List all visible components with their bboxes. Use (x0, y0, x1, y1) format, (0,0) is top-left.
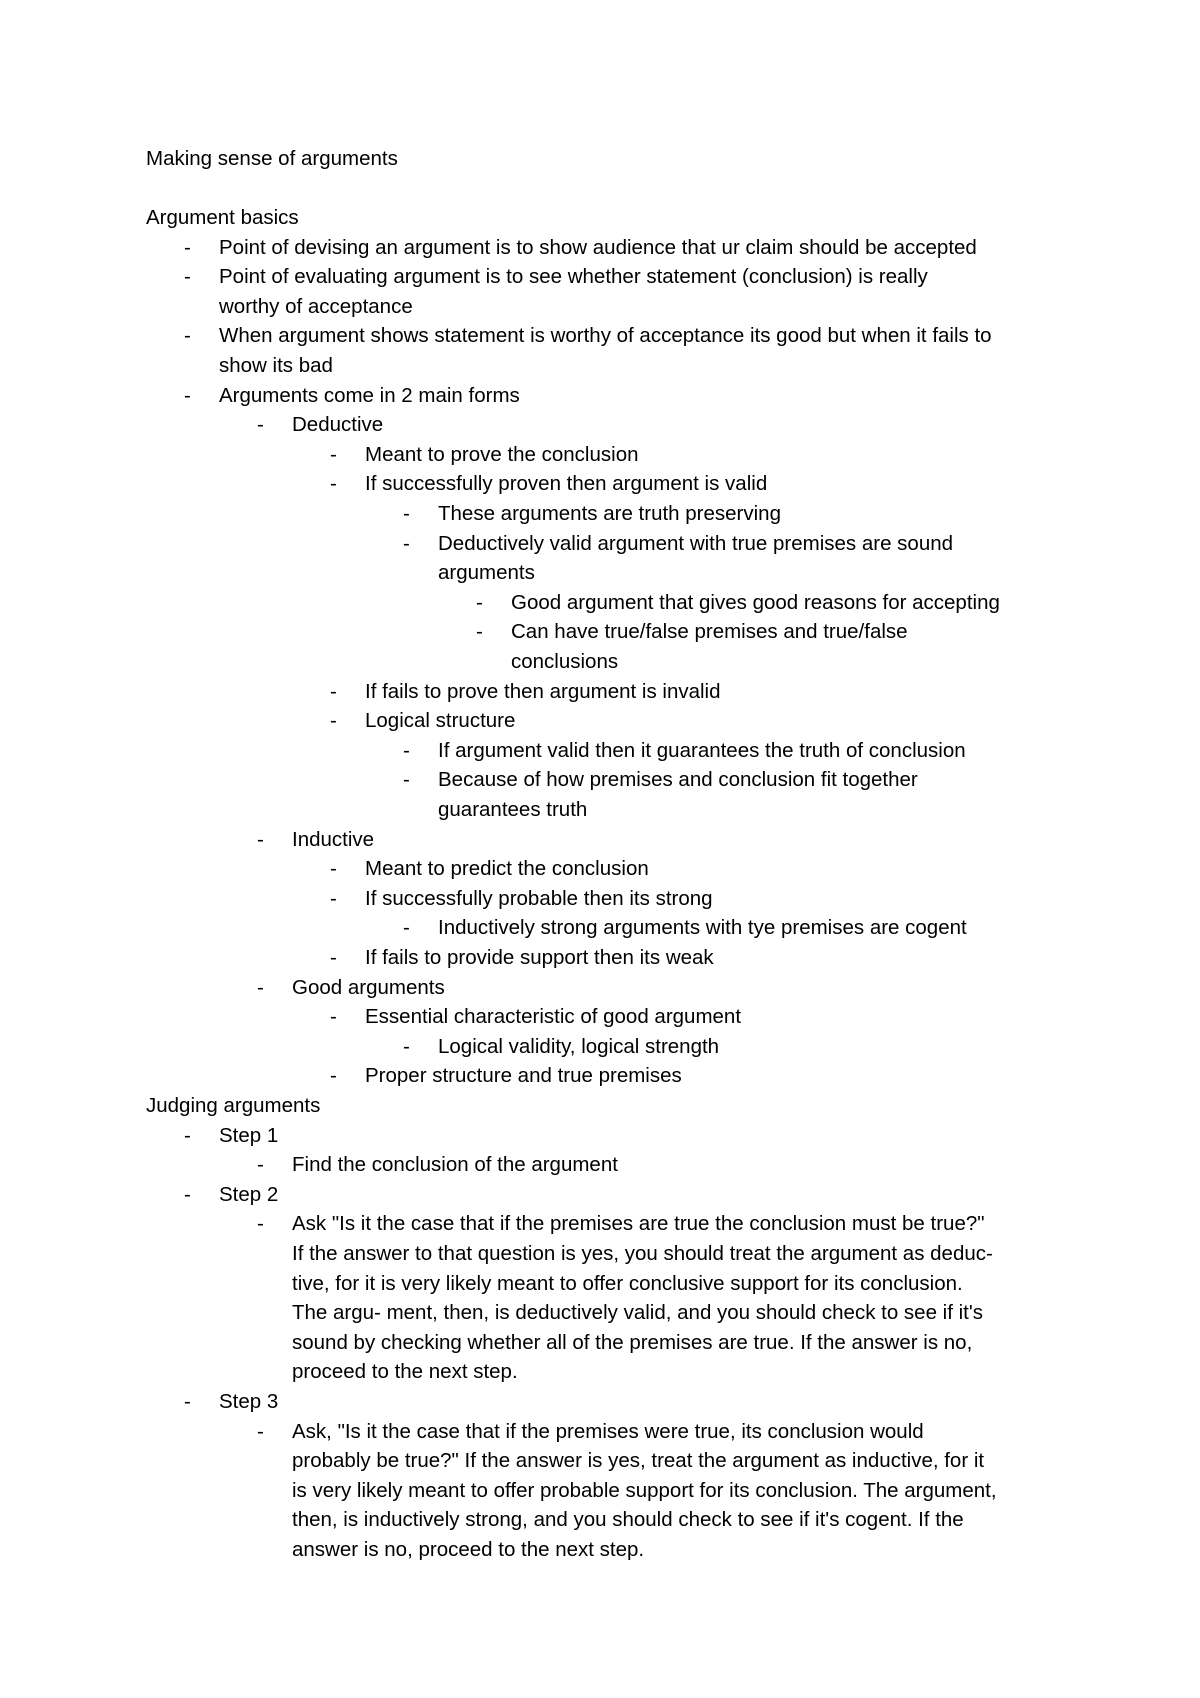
list-bullet: - (330, 679, 337, 703)
list-bullet: - (330, 886, 337, 910)
section-heading: Judging arguments (146, 1094, 321, 1117)
list-bullet: - (330, 857, 337, 881)
list-item-line: show its bad (219, 354, 333, 377)
list-bullet: - (330, 709, 337, 733)
list-item-line: Step 1 (219, 1123, 279, 1147)
list-item-line: Inductive (292, 827, 375, 851)
list-bullet: - (257, 1212, 264, 1236)
list-item-line: Good argument that gives good reasons for accepting (511, 590, 1000, 614)
section-heading: Argument basics (146, 206, 299, 229)
list-item-line: When argument shows statement is worthy of acceptance its good but when it fails to (219, 324, 992, 348)
list-item-line: Meant to predict the conclusion (365, 857, 649, 881)
list-bullet: - (184, 1390, 191, 1413)
list-item-line: is very likely meant to offer probable support for its conclusion. The argument, (292, 1478, 997, 1502)
list-bullet: - (476, 590, 483, 614)
list-bullet: - (330, 442, 337, 466)
list-item-line: Deductively valid argument with true premises are sound (438, 531, 954, 555)
list-bullet: - (257, 1153, 264, 1177)
list-item-line: Ask "Is it the case that if the premises are true the conclusion must be true?" (292, 1212, 985, 1236)
list-bullet: - (184, 383, 191, 407)
list-item-line: These arguments are truth preserving (438, 502, 781, 525)
list-bullet: - (184, 1123, 191, 1147)
list-item-line: Good arguments (292, 975, 445, 999)
list-bullet: - (403, 531, 410, 555)
page-title: Making sense of arguments (146, 147, 398, 170)
list-item-line: If successfully proven then argument is valid (365, 472, 768, 496)
list-item-line: tive, for it is very likely meant to offer conclusive support for its conclusion. (292, 1271, 963, 1295)
list-bullet: - (184, 265, 191, 289)
list-item-line: Deductive (292, 413, 384, 437)
list-item-line: Ask, "Is it the case that if the premises were true, its conclusion would (292, 1419, 924, 1443)
list-item-line: If the answer to that question is yes, you should treat the argument as deduc- (292, 1242, 993, 1265)
list-bullet: - (330, 1064, 337, 1088)
list-item-line: Meant to prove the conclusion (365, 442, 639, 466)
list-bullet: - (184, 235, 191, 259)
list-item-line: proceed to the next step. (292, 1360, 518, 1384)
list-item-line: Point of evaluating argument is to see whether statement (conclusion) is really (219, 265, 928, 289)
list-item-line: Find the conclusion of the argument (292, 1153, 618, 1177)
list-item-line: If argument valid then it guarantees the truth of conclusion (438, 738, 966, 762)
list-bullet: - (403, 502, 410, 525)
list-bullet: - (403, 916, 410, 940)
list-bullet: - (257, 975, 264, 999)
list-bullet: - (257, 1419, 264, 1443)
list-item-line: If successfully probable then its strong (365, 886, 713, 910)
list-bullet: - (330, 472, 337, 496)
list-item-line: Step 3 (219, 1390, 279, 1413)
list-item-line: Logical structure (365, 709, 516, 733)
list-item-line: conclusions (511, 650, 619, 673)
list-item-line: Step 2 (219, 1182, 279, 1206)
list-bullet: - (403, 768, 410, 792)
list-item-line: Point of devising an argument is to show audience that ur claim should be accepted (219, 235, 977, 259)
list-bullet: - (403, 1034, 410, 1058)
list-bullet: - (184, 324, 191, 348)
list-bullet: - (184, 1182, 191, 1206)
list-item-line: Proper structure and true premises (365, 1064, 682, 1088)
list-item-line: Essential characteristic of good argument (365, 1005, 742, 1029)
list-item-line: answer is no, proceed to the next step. (292, 1538, 645, 1561)
list-item-line: sound by checking whether all of the premises are true. If the answer is no, (292, 1330, 973, 1354)
list-bullet: - (403, 738, 410, 762)
list-item-line: Can have true/false premises and true/false (511, 620, 908, 644)
list-item-line: If fails to prove then argument is invalid (365, 679, 721, 703)
list-item-line: worthy of acceptance (219, 294, 413, 318)
list-item-line: Inductively strong arguments with tye premises are cogent (438, 916, 967, 940)
list-item-line: probably be true?" If the answer is yes, treat the argument as inductive, for it (292, 1449, 985, 1473)
list-item-line: Logical validity, logical strength (438, 1034, 720, 1058)
list-item-line: If fails to provide support then its weak (365, 946, 714, 969)
list-item-line: guarantees truth (438, 798, 588, 821)
list-bullet: - (257, 413, 264, 437)
list-bullet: - (330, 946, 337, 969)
list-item-line: Because of how premises and conclusion fit together (438, 768, 918, 792)
list-bullet: - (476, 620, 483, 644)
list-bullet: - (257, 827, 264, 851)
list-item-line: arguments (438, 561, 535, 585)
list-item-line: Arguments come in 2 main forms (219, 383, 520, 407)
list-bullet: - (330, 1005, 337, 1029)
list-item-line: The argu- ment, then, is deductively valid, and you should check to see if it's (292, 1301, 984, 1325)
list-item-line: then, is inductively strong, and you should check to see if it's cogent. If the (292, 1508, 964, 1532)
